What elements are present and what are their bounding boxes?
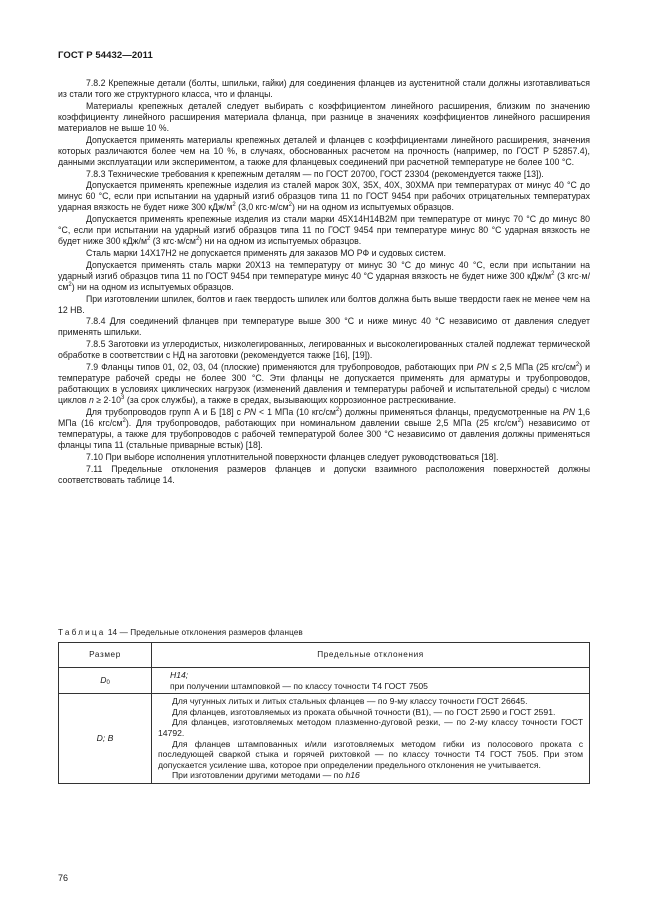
paragraph: 7.10 При выборе исполнения уплотнительной поверхности фланцев следует руководствоваться [18]. — [86, 451, 499, 462]
column-header-deviations: Предельные отклонения — [152, 643, 590, 668]
paragraph: 7.8.3 Технические требования к крепежным деталям — по ГОСТ 20700, ГОСТ 23304 (рекомендуется также [13]). — [86, 168, 544, 179]
deviation-cell: Для чугунных литых и литых стальных фланцев — по 9-му классу точности ГОСТ 26645. Для фланцев, изготовляемых из проката обычной точности (В1), — по ГОСТ 2590 и ГОСТ 2591. Для фланцев, изготовляемых методом плазменно-дуговой резки, — по 2-му классу точности ГОСТ 14792. Для фланцев штампованных и/или изготовляемых методом гибки из полосового проката с последующей сваркой стыка и горячей рихтовкой — по классу точности Т4 ГОСТ 7505. При этом допускается усиление шва, которое при определении предельного отклонения не учитывается. При изготовлении другими методами — по h16 — [152, 694, 590, 784]
table-row — [59, 668, 590, 694]
size-cell: D; B — [59, 694, 152, 784]
paragraph: 7.11 Предельные отклонения размеров фланцев и допуски взаимного расположения поверхностей должны соответствовать таблице 14. — [58, 463, 590, 485]
paragraph: Для трубопроводов групп А и Б [18] с PN < 1 МПа (10 кгс/$см^2$) должны применяться фланцы, предусмотренные на PN 1,6 МПа (16 кгс/$см^2$). Для трубопроводов, работающих при номинальном давлении свыше 2,5 МПа (25 кгс/$см^2$) независимо от температуры, а также для трубопроводов с рабочей температурой более 300 °С независимо от давления должны применяться фланцы типа 11 (стальные приварные встык) [18]. — [58, 406, 590, 451]
deviation-cell: H14; при получении штамповкой — по классу точности Т4 ГОСТ 7505 — [152, 668, 590, 694]
body-text — [58, 78, 590, 486]
table-row — [59, 694, 590, 784]
paragraph: 7.8.2 Крепежные детали (болты, шпильки, гайки) для соединения фланцев из аустенитной стали должны изготавливаться из стали того же структурного класса, что и фланцы. — [58, 78, 590, 100]
paragraph: 7.8.5 Заготовки из углеродистых, низколегированных, легированных и высоколегированных сталей подлежат термической обработке в соответствии с НД на заготовки (рекомендуется также [16], [19]). — [58, 339, 590, 361]
size-cell: $D_0$ — [59, 668, 152, 694]
paragraph: 7.9 Фланцы типов 01, 02, 03, 04 (плоские) применяются для трубопроводов, работающих при PN ≤ 2,5 МПа (25 кгс/$см^2$) и температуре рабочей среды не более 300 °С. Эти фланцы не допускается применять для арматуры и трубопроводов, работающих в условиях циклических нагрузок (изменений давления и температуры рабочей и испытательной среды) с числом циклов $n \ge 2\cdot 10^3$ (за срок службы), а также в средах, вызывающих коррозионное растрескивание. — [58, 361, 590, 406]
paragraph: 7.8.4 Для соединений фланцев при температуре выше 300 °С и ниже минус 40 °С независимо от давления следует применять шпильки. — [58, 316, 590, 338]
paragraph: Допускается применять материалы крепежных деталей и фланцев с коэффициентами линейного расширения, значения которых различаются более чем на 10 %, в случаях, обоснованных расчетом на прочность (например, по ГОСТ Р 52857.4), данными эксплуатации или экспериментом, а также для фланцевых соединений при расчетной температуре не более 100 °С. — [58, 134, 590, 167]
paragraph: Сталь марки 14Х17Н2 не допускается применять для заказов МО РФ и судовых систем. — [86, 247, 446, 258]
document-header: ГОСТ Р 54432—2011 — [58, 50, 153, 61]
paragraph: Допускается применять крепежные изделия из стали марки 45Х14Н14В2М при температуре от минус 70 °С до минус 80 °С, если при испытании на ударный изгиб образцов типа 11 по ГОСТ 9454 при температуре минус 80 °С ударная вязкость не будет ниже 300 кДж/$м^2$ (3 $кгс\cdot м/см^2$) ни на одном из испытуемых образцов. — [58, 214, 590, 247]
paragraph: При изготовлении шпилек, болтов и гаек твердость шпилек или болтов должна быть выше твердости гаек не менее чем на 12 НВ. — [58, 293, 590, 315]
column-header-size: Размер — [59, 643, 152, 668]
deviation-table — [58, 642, 590, 784]
paragraph: Допускается применять крепежные изделия из сталей марок 30Х, 35Х, 40Х, 30ХМА при температурах от минус 40 °С до минус 60 °С, если при испытании на ударный изгиб образцов типа 11 по ГОСТ 9454 при рабочих отрицательных температурах ударная вязкость не будет ниже 300 кДж/$м^2$ (3,0 $кгс\cdot м/см^2$) ни на одном из испытуемых образцов. — [58, 180, 590, 213]
paragraph: Материалы крепежных деталей следует выбирать с коэффициентом линейного расширения, близким по значению коэффициенту линейного расширения материала фланца, при разнице в значениях коэффициентов линейного расширения материалов не выше 10 %. — [58, 100, 590, 133]
paragraph: Допускается применять сталь марки 20Х13 на температуру от минус 30 °С до минус 40 °С, если при испытании на ударный изгиб образцов типа 11 по ГОСТ 9454 при температуре минус 40 °С ударная вязкость не будет ниже 300 кДж/$м^2$ (3 $кгс\cdot м/см^2$) ни на одном из испытуемых образцов. — [58, 259, 590, 292]
page-number: 76 — [58, 873, 69, 883]
table-caption: Таблица 14 — Предельные отклонения размеров фланцев — [58, 628, 303, 637]
table-header-row — [59, 643, 590, 668]
